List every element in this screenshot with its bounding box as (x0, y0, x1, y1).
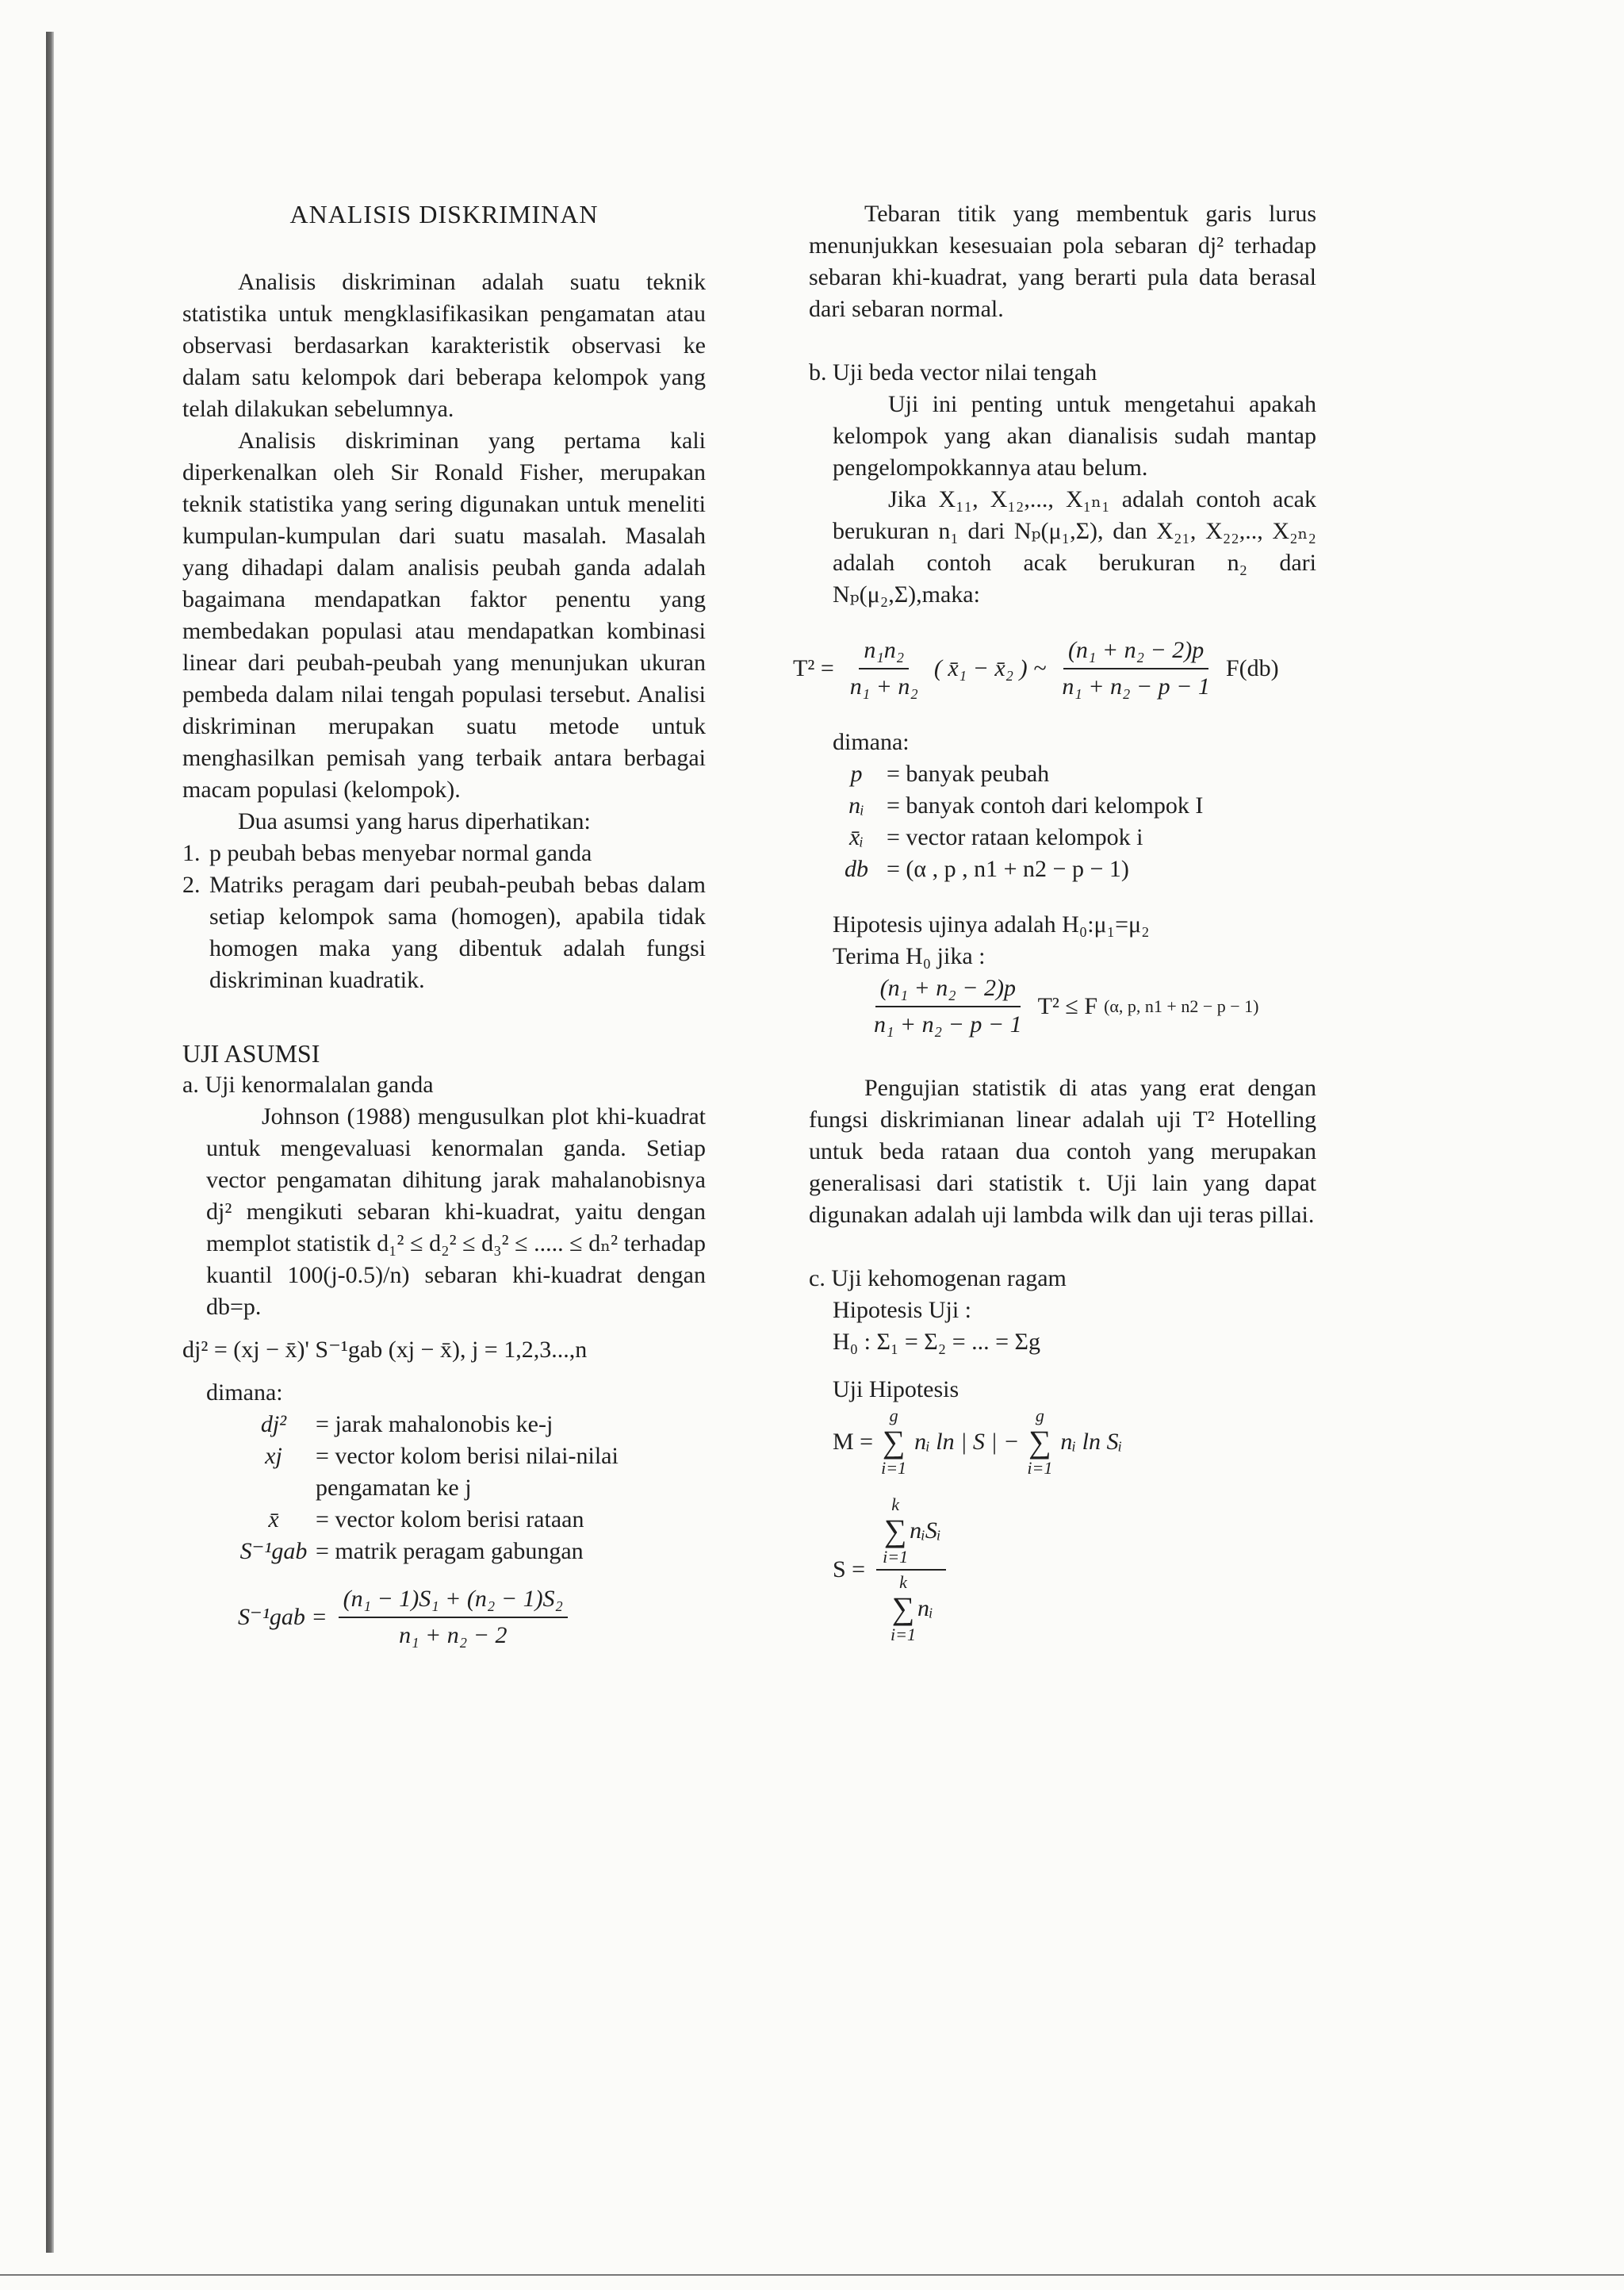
hypothesis-test-label: Hipotesis Uji : (833, 1297, 972, 1323)
label-dimana: dimana: (206, 1379, 283, 1406)
paragraph-tebaran: Tebaran titik yang membentuk garis lurus menunjukkan kesesuaian pola sebaran dj² terhadap sebaran khi-kuadrat, yang berarti pula data berasal dari sebaran normal. (809, 201, 1316, 322)
right-column (793, 198, 1316, 1645)
page-title: ANALISIS DISKRIMINAN (289, 200, 599, 228)
paragraph-fisher: Analisis diskriminan yang pertama kali diperkenalkan oleh Sir Ronald Fisher, merupakan teknik statistika yang sering digunakan untuk meneliti kumpulan-kumpulan dari suatu masalah. Masalah yang dihadapi dalam analisis peubah ganda adalah bagaimana mendapatkan faktor penentu yang membedakan populasi atau mendapatkan kombinasi linear dari peubah-peubah yang menunjukan ukuran pembeda dalam nilai tengah populasi tersebut. Analisi diskriminan merupakan suatu metode untuk menghasilkan pemisah yang terbaik antara berbagai macam populasi (kelompok). (182, 428, 706, 803)
paragraph-johnson: Johnson (1988) mengusulkan plot khi-kuadrat untuk mengevaluasi kenormalan ganda. Setiap vector pengamatan dihitung jarak mahalanobisnya dj² mengikuti sebaran khi-kuadrat, yaitu dengan memplot statistik d₁² ≤ d₂² ≤ d₃² ≤ ..... ≤ dₙ² terhadap kuantil 100(j-0.5)/n) sebaran khi-kuadrat dengan db=p. (206, 1103, 706, 1320)
definition-list-right: p = banyak peubah nᵢ = banyak contoh dari kelompok I x̄ᵢ = vector rataan kelompok i db = (α , p , n1 + n2 − p − 1) (845, 761, 1204, 882)
paragraph-assumptions: Dua asumsi yang harus diperhatikan: (238, 808, 591, 834)
section-heading-uji-asumsi: UJI ASUMSI (182, 1039, 320, 1068)
paragraph-pengujian: Pengujian statistik di atas yang erat dengan fungsi diskrimianan linear adalah uji T² Hotelling untuk beda rataan dua contoh yang merupakan generalisasi dari statistik t. Uji lain yang dapat digunakan adalah uji lambda wilk dan uji teras pillai. (809, 1075, 1316, 1228)
null-hypothesis: H₀ : Σ₁ = Σ₂ = ... = Σg (833, 1329, 1041, 1355)
equation-mahalanobis: dj² = (xj − x̄)' S⁻¹gab (xj − x̄), j = 1,2,3...,n (182, 1337, 588, 1363)
equation-box-m: M = g ∑ i=1 nᵢ ln | S | − g ∑ i=1 nᵢ ln Sᵢ (833, 1406, 1123, 1478)
left-column (182, 198, 706, 1651)
scan-bottom-edge (0, 2274, 1624, 2276)
scan-left-edge (46, 32, 54, 2253)
list-item: 1. p peubah bebas menyebar normal ganda (182, 840, 592, 866)
equation-pooled-s: S = k ∑ i=1 nᵢSᵢ k ∑ i=1 nᵢ (833, 1494, 1316, 1645)
definition-list-left: dj² = jarak mahalonobis ke-j xj = vector kolom berisi nilai-nilai pengamatan ke j x̄ = vector kolom berisi rataan S⁻¹gab = matrik peragam gabungan (239, 1411, 619, 1564)
paragraph-uji-ini: Uji ini penting untuk mengetahui apakah kelompok yang akan dianalisis sudah mantap pengelompokkannya atau belum. (833, 391, 1316, 481)
accept-condition-label: Terima H₀ jika : (833, 943, 986, 969)
equation-hotelling-t2: T² = $\frac{\text{n₁n₂}}{\text{n₁ + n₂}}$ ( x̄₁ − x̄₂ ) ~ $\frac{\text{(n₁ + n₂ − 2)p}}{\text{n₁ + n₂ − p − 1}}$ F(db) (793, 635, 1316, 703)
list-item: 2. Matriks peragam dari peubah-peubah bebas dalam setiap kelompok sama (homogen), apabila tidak homogen maka yang dibentuk adalah fungsi diskriminan kuadratik. (182, 872, 706, 993)
test-hypothesis-label: Uji Hipotesis (833, 1376, 959, 1402)
label-dimana-right: dimana: (833, 729, 910, 755)
subheading-b: b. Uji beda vector nilai tengah (809, 359, 1097, 386)
equation-accept-condition: $\frac{\text{(n₁ + n₂ − 2)p}}{\text{n₁ + n₂ − p − 1}}$ T² ≤ F (α, p, n1 + n2 − p − 1) (864, 972, 1316, 1041)
paragraph-jika: Jika X₁₁, X₁₂,..., X₁ₙ₁ adalah contoh acak berukuran n₁ dari Nₚ(μ₁,Σ), dan X₂₁, X₂₂,.., X₂ₙ₂ adalah contoh acak berukuran n₂ dari Nₚ(μ₂,Σ),maka: (833, 486, 1316, 608)
paragraph-intro: Analisis diskriminan adalah suatu teknik statistika untuk mengklasifikasikan pengamatan atau observasi berdasarkan karakteristik observasi ke dalam satu kelompok dari beberapa kelompok yang telah dilakukan sebelumnya. (182, 269, 706, 422)
subheading-c: c. Uji kehomogenan ragam (809, 1265, 1067, 1291)
assumption-list (182, 838, 706, 996)
equation-pooled-covariance: S⁻¹gab = $\frac{\text{(n₁ − 1)S₁ + (n₂ − 1)S₂}}{\text{n₁ + n₂ − 2}}$ (238, 1583, 706, 1651)
subheading-a: a. Uji kenormalalan ganda (182, 1072, 434, 1098)
hypothesis-statement: Hipotesis ujinya adalah H₀:μ₁=μ₂ (833, 911, 1150, 938)
